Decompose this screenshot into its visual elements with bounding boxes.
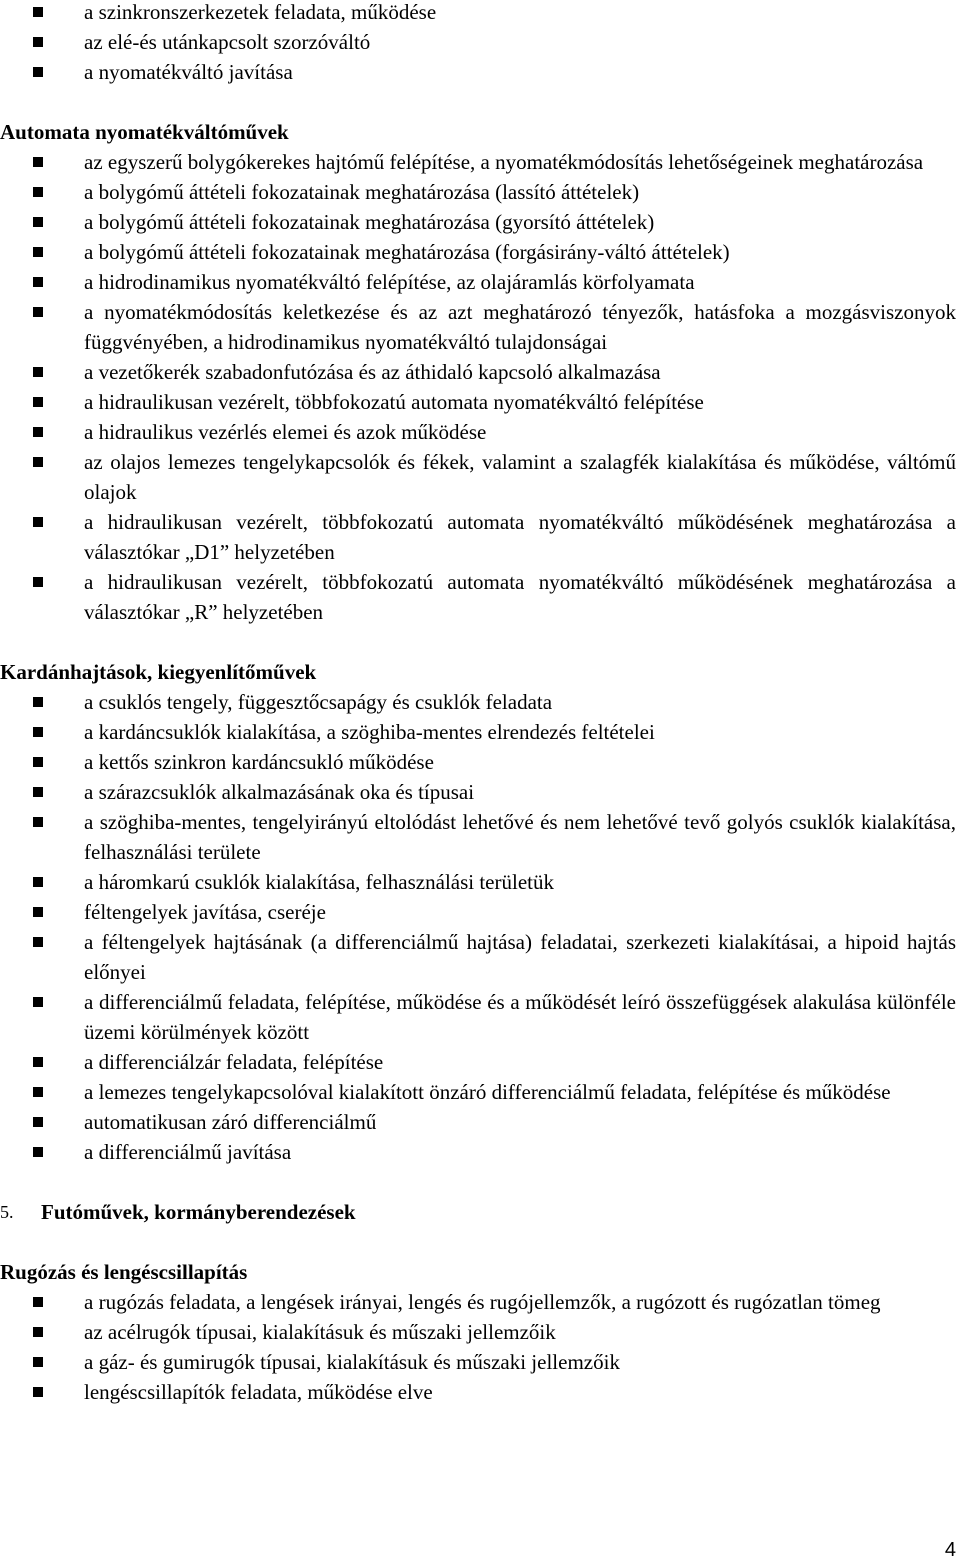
list-item: az elé-és utánkapcsolt szorzóváltó — [0, 27, 956, 57]
list-item: a vezetőkerék szabadonfutózása és az áthidaló kapcsoló alkalmazása — [0, 357, 956, 387]
square-bullet-icon — [33, 817, 43, 827]
list-item: a lemezes tengelykapcsolóval kialakított önzáró differenciálmű feladata, felépítése és működése — [0, 1077, 956, 1107]
list-item: a differenciálmű feladata, felépítése, működése és a működését leíró összefüggések alakulása különféle üzemi körülmények között — [0, 987, 956, 1047]
square-bullet-icon — [33, 187, 43, 197]
list-item: a kettős szinkron kardáncsukló működése — [0, 747, 956, 777]
list-item: a nyomatékváltó javítása — [0, 57, 956, 87]
chapter-title: Futóművek, kormányberendezések — [41, 1200, 356, 1224]
section-heading: Rugózás és lengéscsillapítás — [0, 1260, 248, 1284]
list-item: a kardáncsuklók kialakítása, a szöghiba-mentes elrendezés feltételei — [0, 717, 956, 747]
square-bullet-icon — [33, 307, 43, 317]
square-bullet-icon — [33, 997, 43, 1007]
square-bullet-icon — [33, 877, 43, 887]
list-item: a háromkarú csuklók kialakítása, felhasználási területük — [0, 867, 956, 897]
square-bullet-icon — [33, 757, 43, 767]
square-bullet-icon — [33, 1387, 43, 1397]
list-item: az egyszerű bolygókerekes hajtómű felépítése, a nyomatékmódosítás lehetőségeinek meghatározása — [0, 147, 956, 177]
list-item: a bolygómű áttételi fokozatainak meghatározása (forgásirány-váltó áttételek) — [0, 237, 956, 267]
square-bullet-icon — [33, 37, 43, 47]
list-item: a hidraulikusan vezérelt, többfokozatú automata nyomatékváltó működésének meghatározása a választókar „R” helyzetében — [0, 567, 956, 627]
list-item: lengéscsillapítók feladata, működése elve — [0, 1377, 956, 1407]
section2-list — [0, 687, 956, 1167]
list-item: a féltengelyek hajtásának (a differenciálmű hajtása) feladatai, szerkezeti kialakításai, a hipoid hajtás előnyei — [0, 927, 956, 987]
square-bullet-icon — [33, 907, 43, 917]
square-bullet-icon — [33, 457, 43, 467]
list-item: az acélrugók típusai, kialakításuk és műszaki jellemzőik — [0, 1317, 956, 1347]
square-bullet-icon — [33, 1327, 43, 1337]
list-item: a rugózás feladata, a lengések irányai, lengés és rugójellemzők, a rugózott és rugózatlan tömeg — [0, 1287, 956, 1317]
section3-list — [0, 1287, 956, 1407]
section1-list — [0, 147, 956, 627]
square-bullet-icon — [33, 157, 43, 167]
square-bullet-icon — [33, 1087, 43, 1097]
list-item: a bolygómű áttételi fokozatainak meghatározása (lassító áttételek) — [0, 177, 956, 207]
square-bullet-icon — [33, 727, 43, 737]
square-bullet-icon — [33, 937, 43, 947]
list-item: a szinkronszerkezetek feladata, működése — [0, 0, 956, 27]
list-item: a nyomatékmódosítás keletkezése és az azt meghatározó tényezők, hatásfoka a mozgásviszonyok függvényében, a hidrodinamikus nyomatékváltó tulajdonságai — [0, 297, 956, 357]
chapter-heading — [0, 1197, 956, 1227]
list-item: a gáz- és gumirugók típusai, kialakításuk és műszaki jellemzőik — [0, 1347, 956, 1377]
square-bullet-icon — [33, 7, 43, 17]
square-bullet-icon — [33, 1297, 43, 1307]
chapter-number: 5. — [0, 1202, 14, 1222]
square-bullet-icon — [33, 787, 43, 797]
list-item: a hidraulikusan vezérelt, többfokozatú automata nyomatékváltó felépítése — [0, 387, 956, 417]
list-item: a szöghiba-mentes, tengelyirányú eltolódást lehetővé és nem lehetővé tevő golyós csuklók kialakítása, felhasználási területe — [0, 807, 956, 867]
list-item: a szárazcsuklók alkalmazásának oka és típusai — [0, 777, 956, 807]
list-item: a csuklós tengely, függesztőcsapágy és csuklók feladata — [0, 687, 956, 717]
list-item: a hidraulikus vezérlés elemei és azok működése — [0, 417, 956, 447]
square-bullet-icon — [33, 277, 43, 287]
square-bullet-icon — [33, 247, 43, 257]
square-bullet-icon — [33, 697, 43, 707]
square-bullet-icon — [33, 577, 43, 587]
square-bullet-icon — [33, 1117, 43, 1127]
square-bullet-icon — [33, 67, 43, 77]
intro-list — [0, 0, 956, 87]
list-item: a hidraulikusan vezérelt, többfokozatú automata nyomatékváltó működésének meghatározása a választókar „D1” helyzetében — [0, 507, 956, 567]
list-item: féltengelyek javítása, cseréje — [0, 897, 956, 927]
square-bullet-icon — [33, 367, 43, 377]
square-bullet-icon — [33, 217, 43, 227]
list-item: az olajos lemezes tengelykapcsolók és fékek, valamint a szalagfék kialakítása és működése, váltómű olajok — [0, 447, 956, 507]
square-bullet-icon — [33, 1357, 43, 1367]
page-number: 4 — [944, 1539, 956, 1561]
square-bullet-icon — [33, 397, 43, 407]
list-item: a hidrodinamikus nyomatékváltó felépítése, az olajáramlás körfolyamata — [0, 267, 956, 297]
section-heading: Kardánhajtások, kiegyenlítőművek — [0, 660, 317, 684]
list-item: a bolygómű áttételi fokozatainak meghatározása (gyorsító áttételek) — [0, 207, 956, 237]
list-item: a differenciálmű javítása — [0, 1137, 956, 1167]
square-bullet-icon — [33, 1147, 43, 1157]
square-bullet-icon — [33, 1057, 43, 1067]
section-heading: Automata nyomatékváltóművek — [0, 120, 289, 144]
list-item: a differenciálzár feladata, felépítése — [0, 1047, 956, 1077]
list-item: automatikusan záró differenciálmű — [0, 1107, 956, 1137]
square-bullet-icon — [33, 427, 43, 437]
square-bullet-icon — [33, 517, 43, 527]
